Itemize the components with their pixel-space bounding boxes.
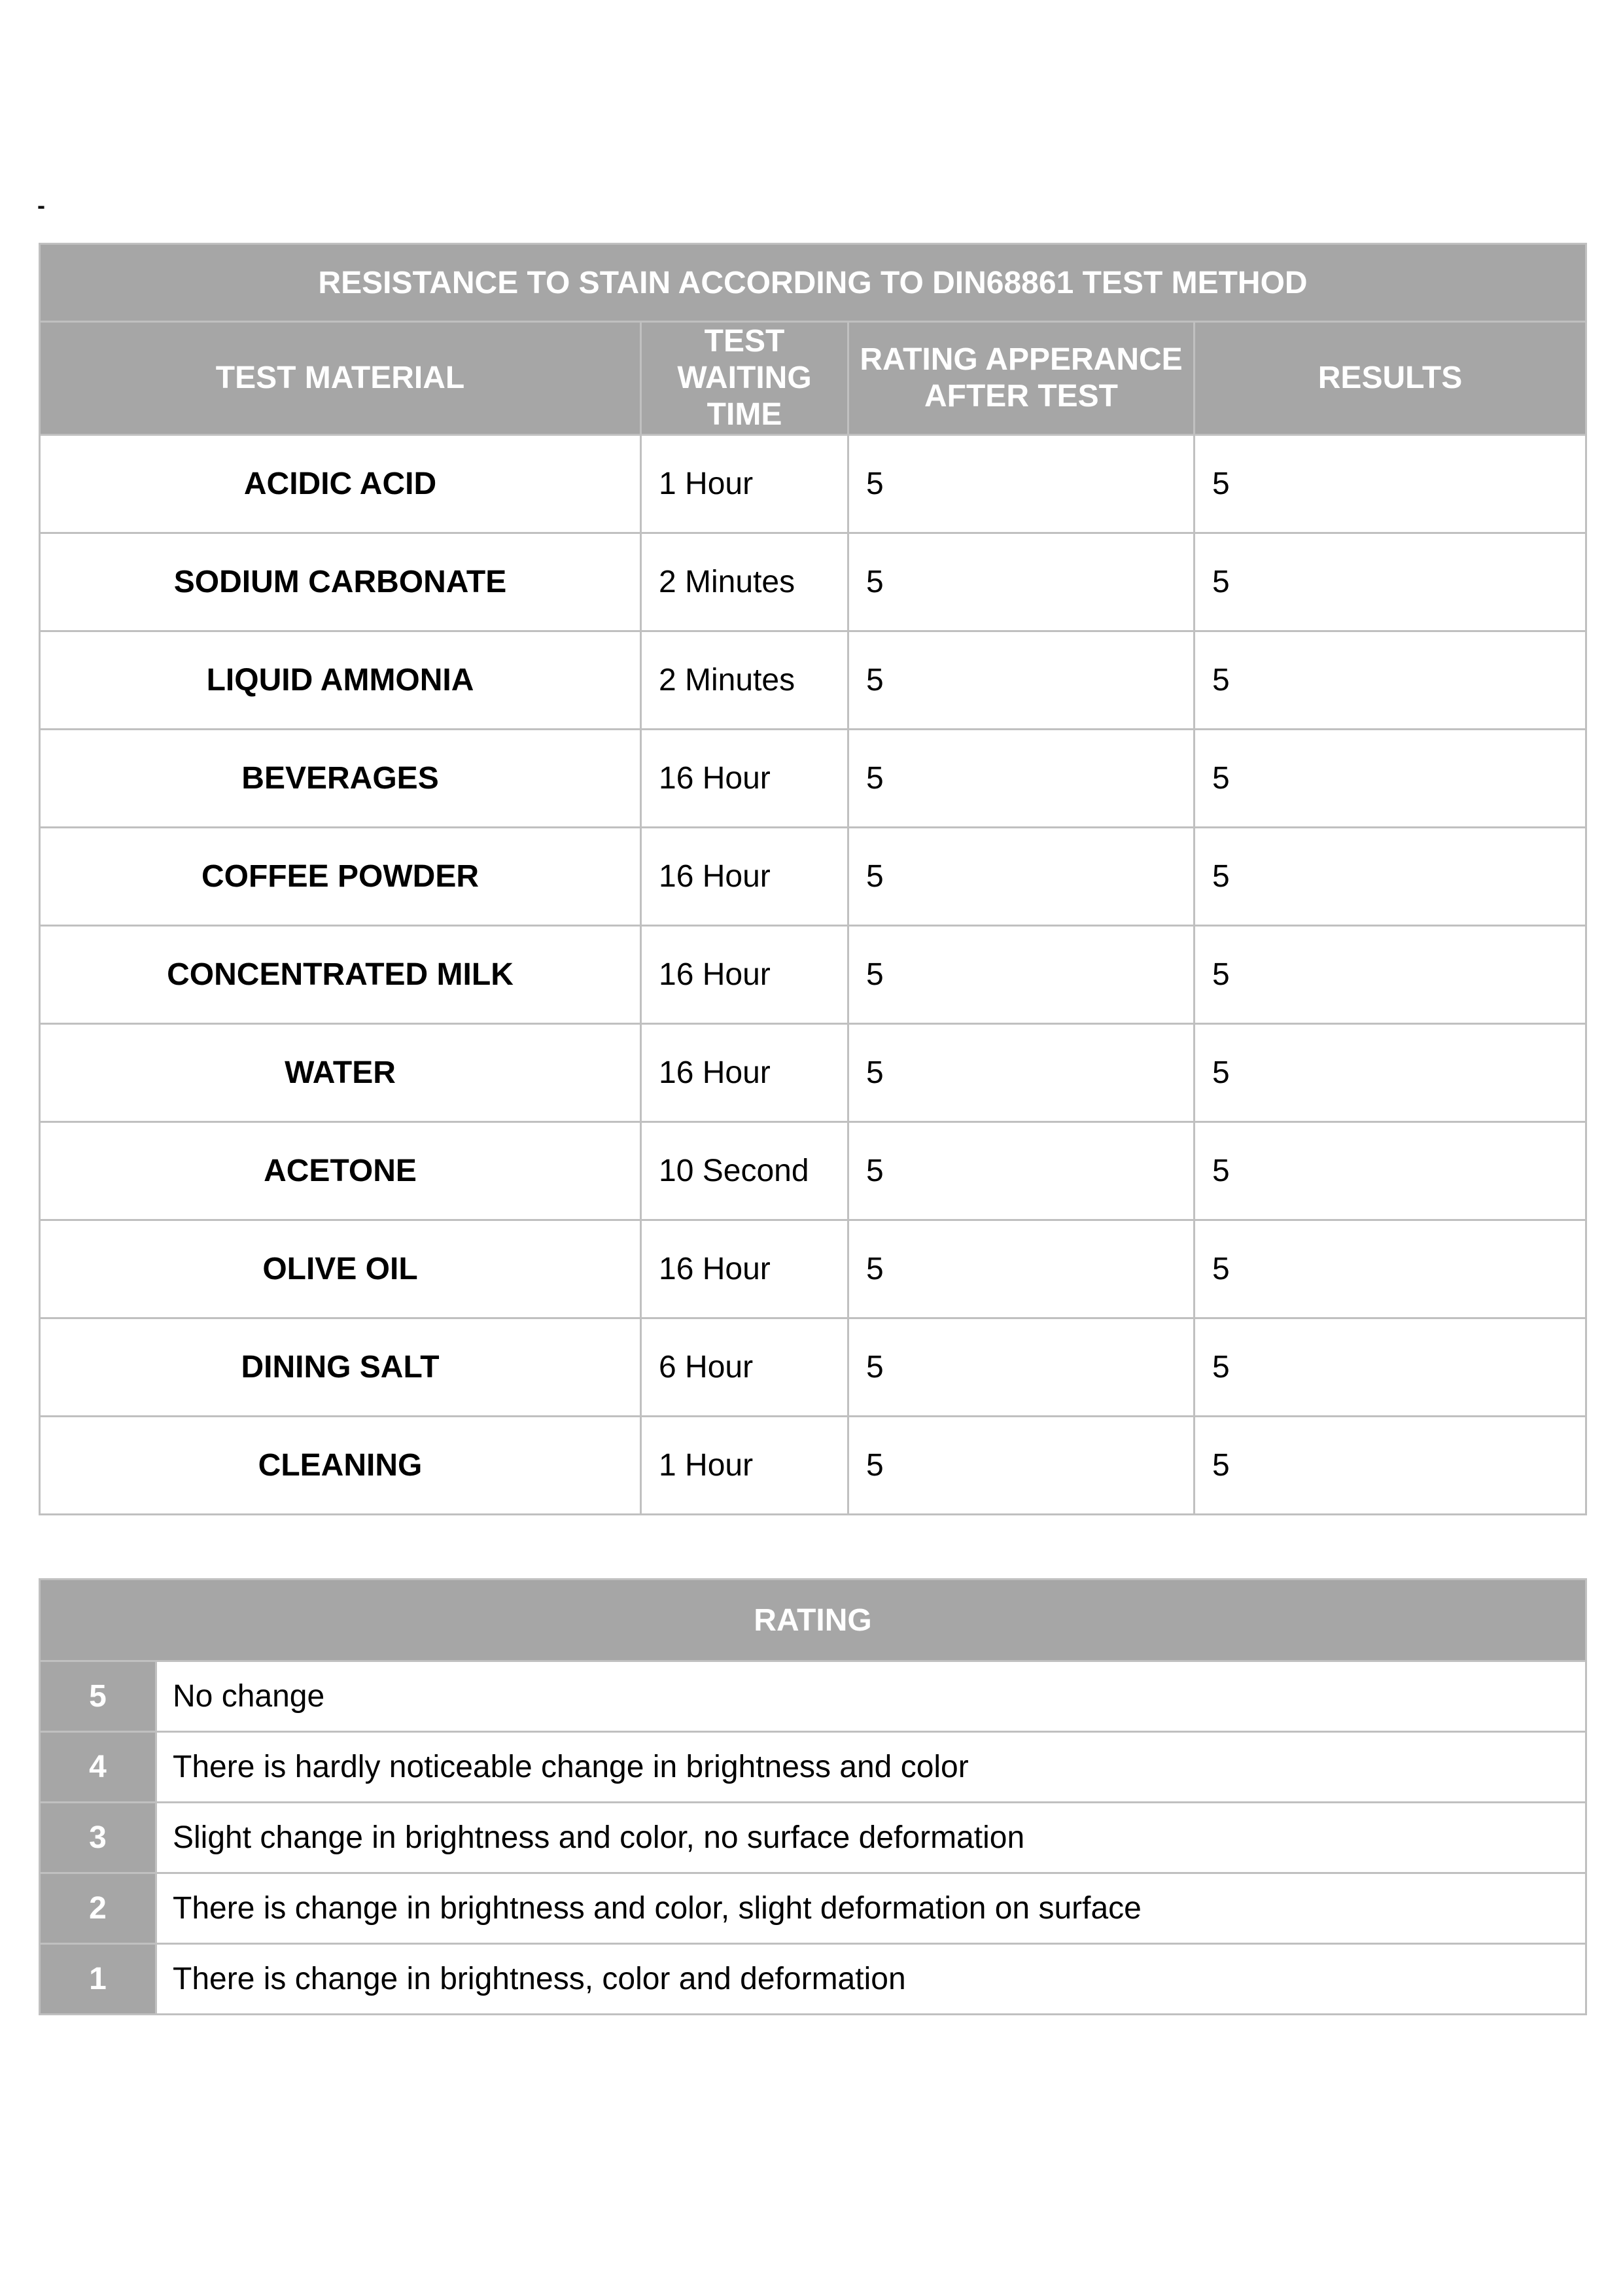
stain-table-row: [40, 631, 1586, 730]
rating-description-cell: There is change in brightness and color, slight deformation on surface: [156, 1873, 1586, 1944]
waiting-time-cell: 16 Hour: [641, 926, 848, 1024]
test-material-cell: BEVERAGES: [40, 730, 641, 828]
column-header-results: RESULTS: [1195, 322, 1586, 435]
rating-cell: 5: [848, 435, 1195, 533]
test-material-cell: WATER: [40, 1024, 641, 1122]
result-cell: 5: [1195, 1024, 1586, 1122]
rating-cell: 5: [848, 533, 1195, 631]
stain-table-row: [40, 1024, 1586, 1122]
stain-table-row: [40, 1122, 1586, 1220]
rating-legend-row: [40, 1803, 1586, 1873]
test-material-cell: ACIDIC ACID: [40, 435, 641, 533]
result-cell: 5: [1195, 631, 1586, 730]
rating-cell: 5: [848, 1417, 1195, 1515]
stain-table-row: [40, 435, 1586, 533]
rating-cell: 5: [848, 1318, 1195, 1417]
waiting-time-cell: 16 Hour: [641, 828, 848, 926]
rating-table-body: [40, 1661, 1586, 2015]
test-material-cell: LIQUID AMMONIA: [40, 631, 641, 730]
rating-table-head: [40, 1580, 1586, 1661]
rating-table-title-row: [40, 1580, 1586, 1661]
stain-table-title-row: [40, 244, 1586, 322]
rating-legend-row: [40, 1873, 1586, 1944]
rating-score-cell: 4: [40, 1732, 156, 1803]
rating-cell: 5: [848, 1220, 1195, 1318]
test-material-cell: OLIVE OIL: [40, 1220, 641, 1318]
rating-cell: 5: [848, 631, 1195, 730]
test-material-cell: DINING SALT: [40, 1318, 641, 1417]
waiting-time-cell: 16 Hour: [641, 1024, 848, 1122]
stain-table-header-row: [40, 322, 1586, 435]
waiting-time-cell: 1 Hour: [641, 435, 848, 533]
rating-description-cell: No change: [156, 1661, 1586, 1732]
rating-score-cell: 2: [40, 1873, 156, 1944]
stain-table-title: RESISTANCE TO STAIN ACCORDING TO DIN68861 TEST METHOD: [40, 244, 1586, 322]
rating-description-cell: Slight change in brightness and color, no surface deformation: [156, 1803, 1586, 1873]
rating-description-cell: There is hardly noticeable change in brightness and color: [156, 1732, 1586, 1803]
rating-cell: 5: [848, 1024, 1195, 1122]
test-material-cell: COFFEE POWDER: [40, 828, 641, 926]
result-cell: 5: [1195, 730, 1586, 828]
top-dash-mark: -: [37, 192, 45, 219]
rating-cell: 5: [848, 730, 1195, 828]
rating-legend-table: [39, 1578, 1587, 2015]
stain-table-row: [40, 1417, 1586, 1515]
waiting-time-cell: 2 Minutes: [641, 533, 848, 631]
stain-table-row: [40, 730, 1586, 828]
rating-description-cell: There is change in brightness, color and deformation: [156, 1944, 1586, 2015]
test-material-cell: ACETONE: [40, 1122, 641, 1220]
rating-score-cell: 3: [40, 1803, 156, 1873]
rating-cell: 5: [848, 1122, 1195, 1220]
rating-legend-row: [40, 1732, 1586, 1803]
rating-cell: 5: [848, 926, 1195, 1024]
column-header-test-material: TEST MATERIAL: [40, 322, 641, 435]
waiting-time-cell: 16 Hour: [641, 1220, 848, 1318]
stain-table-row: [40, 1318, 1586, 1417]
result-cell: 5: [1195, 1417, 1586, 1515]
result-cell: 5: [1195, 533, 1586, 631]
column-header-test-waiting-time: TEST WAITING TIME: [641, 322, 848, 435]
stain-table-row: [40, 533, 1586, 631]
rating-table-title: RATING: [40, 1580, 1586, 1661]
waiting-time-cell: 16 Hour: [641, 730, 848, 828]
rating-cell: 5: [848, 828, 1195, 926]
result-cell: 5: [1195, 1122, 1586, 1220]
waiting-time-cell: 10 Second: [641, 1122, 848, 1220]
waiting-time-cell: 1 Hour: [641, 1417, 848, 1515]
result-cell: 5: [1195, 828, 1586, 926]
rating-legend-row: [40, 1944, 1586, 2015]
waiting-time-cell: 6 Hour: [641, 1318, 848, 1417]
stain-resistance-table: [39, 243, 1587, 1515]
rating-legend-row: [40, 1661, 1586, 1732]
stain-table-body: [40, 435, 1586, 1515]
stain-table-row: [40, 1220, 1586, 1318]
column-header-rating-apperance-after-test: RATING APPERANCE AFTER TEST: [848, 322, 1195, 435]
test-material-cell: SODIUM CARBONATE: [40, 533, 641, 631]
stain-table-head: [40, 244, 1586, 435]
result-cell: 5: [1195, 1318, 1586, 1417]
stain-table-row: [40, 926, 1586, 1024]
rating-score-cell: 5: [40, 1661, 156, 1732]
stain-table-row: [40, 828, 1586, 926]
rating-score-cell: 1: [40, 1944, 156, 2015]
waiting-time-cell: 2 Minutes: [641, 631, 848, 730]
test-material-cell: CLEANING: [40, 1417, 641, 1515]
test-material-cell: CONCENTRATED MILK: [40, 926, 641, 1024]
result-cell: 5: [1195, 435, 1586, 533]
result-cell: 5: [1195, 926, 1586, 1024]
result-cell: 5: [1195, 1220, 1586, 1318]
